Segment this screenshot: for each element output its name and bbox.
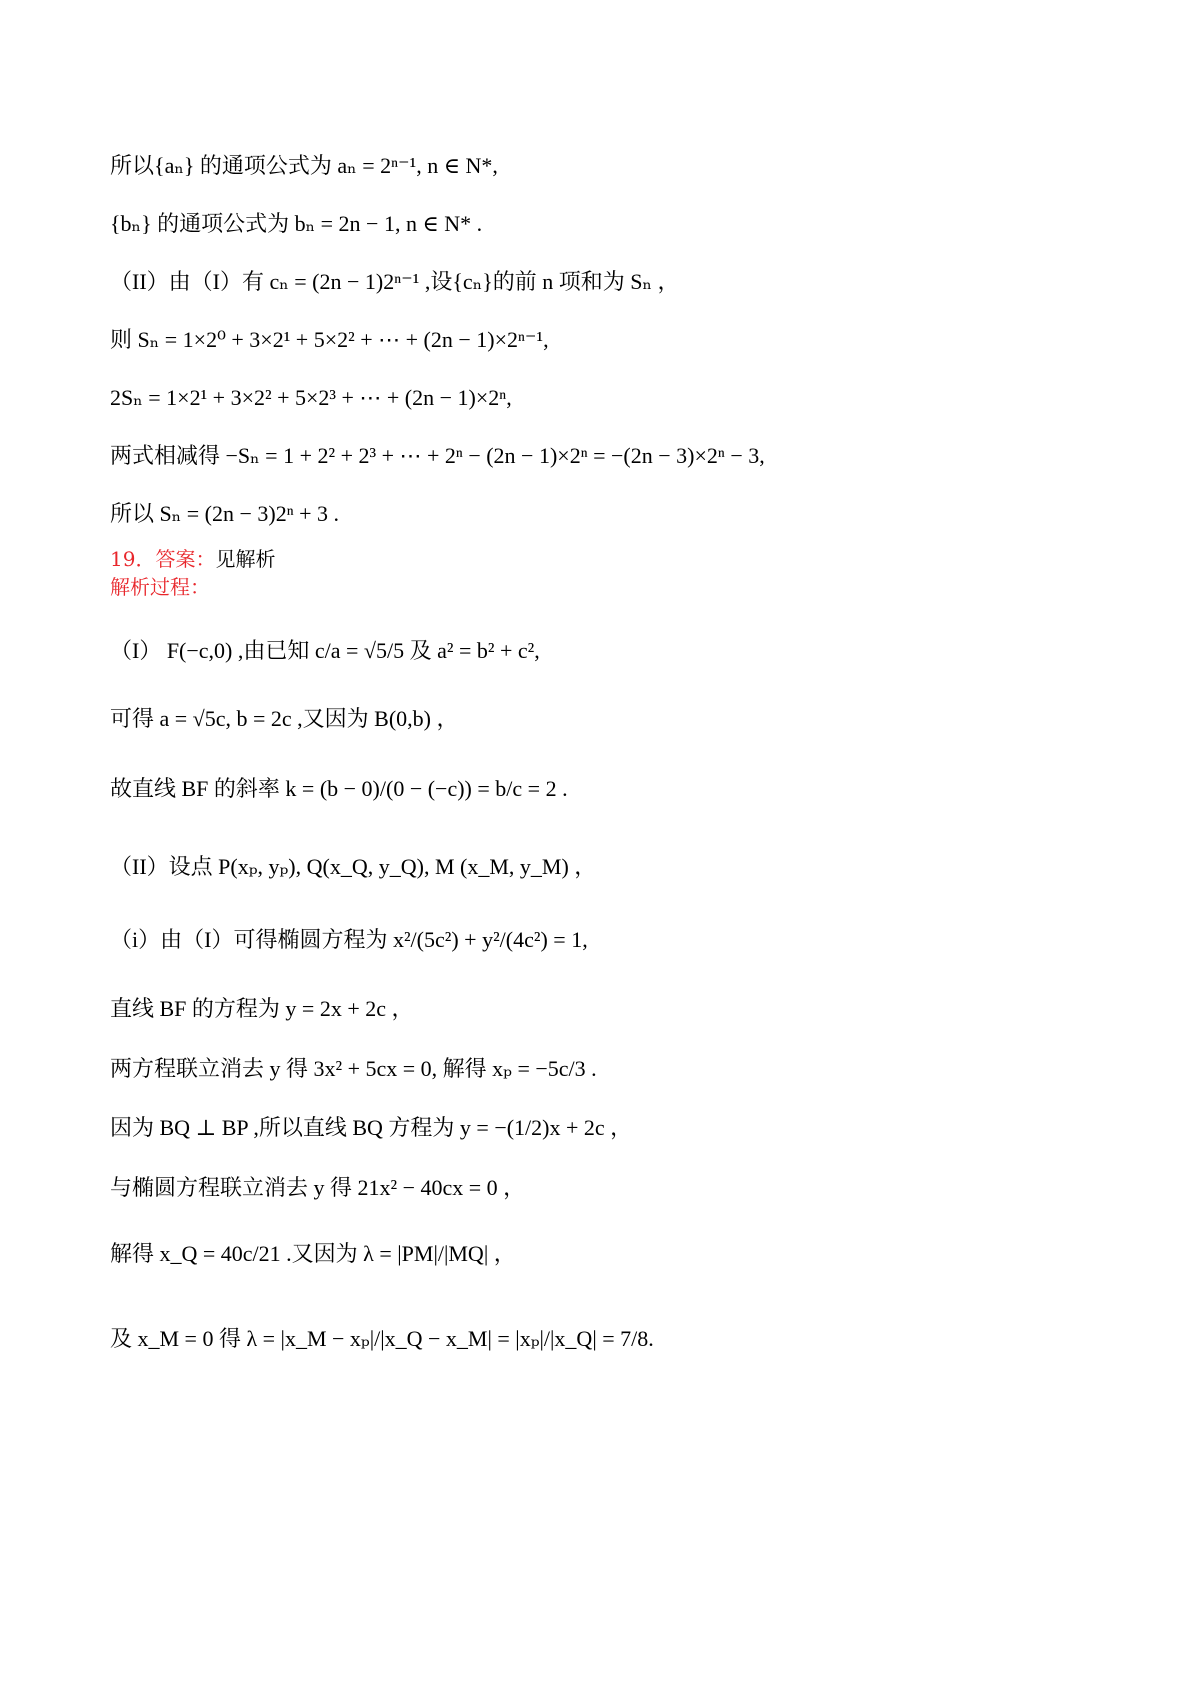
sn-result-line: 所以 Sₙ = (2n − 3)2ⁿ + 3 . [110,501,340,526]
analysis-label: 解析过程： [110,575,210,599]
part2-setup-line: （II）由（I）有 cₙ = (2n − 1)2ⁿ⁻¹ ,设{cₙ}的前 n 项和为 Sₙ ， [110,269,680,294]
line-bf-equation: 直线 BF 的方程为 y = 2x + 2c ， [110,996,414,1021]
question-19-answer: 见解析 [215,547,276,571]
eccentricity-line: （I） F(−c,0) ,由已知 c/a = √5/5 及 a² = b² + c², [110,638,540,663]
general-term-a-line: 所以{aₙ} 的通项公式为 aₙ = 2ⁿ⁻¹, n ∈ N*, [110,153,498,178]
slope-line: 故直线 BF 的斜率 k = (b − 0)/(0 − (−c)) = b/c = 2 . [110,776,568,801]
sum-2sn-line: 2Sₙ = 1×2¹ + 3×2² + 5×2³ + ⋯ + (2n − 1)×2ⁿ, [110,385,512,410]
line-bq-equation: 因为 BQ ⊥ BP ,所以直线 BQ 方程为 y = −(1/2)x + 2c ， [110,1115,633,1140]
solve-xp-line: 两方程联立消去 y 得 3x² + 5cx = 0, 解得 xₚ = −5c/3 . [110,1056,597,1081]
ellipse-system-line: 与椭圆方程联立消去 y 得 21x² − 40cx = 0 ， [110,1175,526,1200]
points-setup-line: （II）设点 P(xₚ, yₚ), Q(x_Q, y_Q), M (x_M, y_M) ， [110,854,597,879]
lambda-result-line: 及 x_M = 0 得 λ = |x_M − xₚ|/|x_Q − x_M| = |xₚ|/|x_Q| = 7/8. [110,1326,654,1351]
question-19-heading [110,546,1140,572]
solve-xq-line: 解得 x_Q = 40c/21 .又因为 λ = |PM|/|MQ| ， [110,1241,516,1266]
question-19-number: 19．答案： [110,547,216,571]
sum-sn-line: 则 Sₙ = 1×2⁰ + 3×2¹ + 5×2² + ⋯ + (2n − 1)×2ⁿ⁻¹, [110,327,549,352]
a-b-relation-line: 可得 a = √5c, b = 2c ,又因为 B(0,b) ， [110,706,459,731]
general-term-b-line: {bₙ} 的通项公式为 bₙ = 2n − 1, n ∈ N* . [110,211,483,236]
subtract-line: 两式相减得 −Sₙ = 1 + 2² + 2³ + ⋯ + 2ⁿ − (2n − 1)×2ⁿ = −(2n − 3)×2ⁿ − 3, [110,443,765,468]
general-term-a-math: {aₙ} 的通项公式为 aₙ = 2ⁿ⁻¹, n ∈ N*, [154,153,498,178]
ellipse-equation-line: （i）由（I）可得椭圆方程为 x²/(5c²) + y²/(4c²) = 1, [110,927,588,952]
